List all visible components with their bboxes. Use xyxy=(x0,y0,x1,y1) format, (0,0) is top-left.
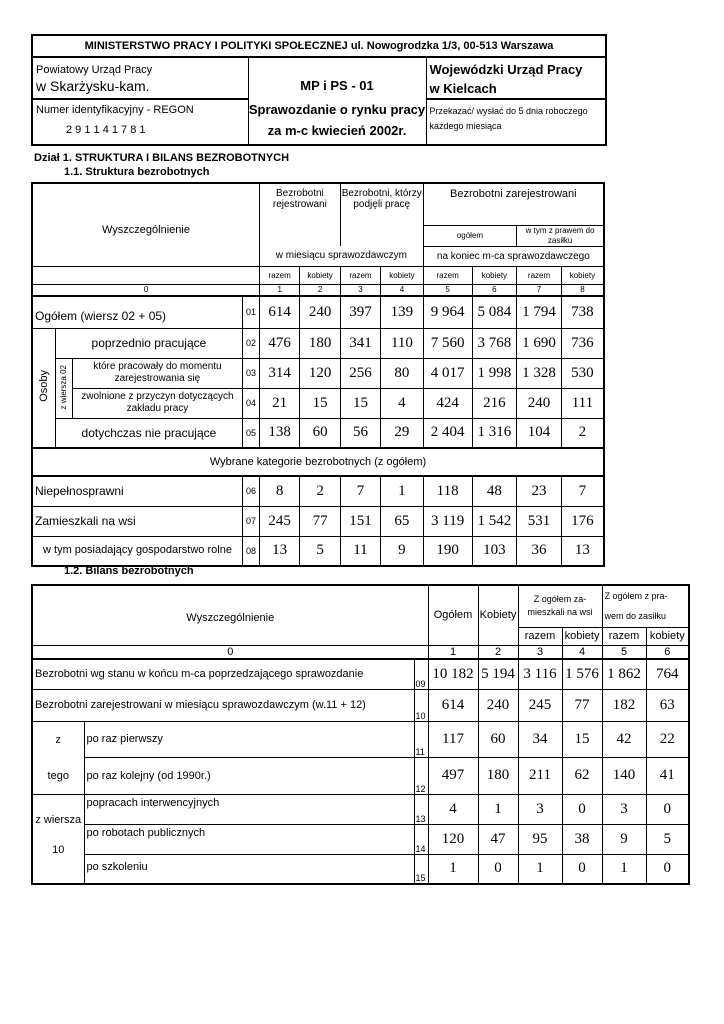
cell: 424 xyxy=(423,388,472,418)
row-label: po raz pierwszy xyxy=(84,721,414,758)
table-row xyxy=(32,794,689,824)
voiv-office-line2: w Kielcach xyxy=(429,81,497,96)
cell: 1 xyxy=(478,794,518,824)
h-kobiety: kobiety xyxy=(562,627,602,645)
tego-label: tego xyxy=(47,769,69,782)
h-kobiety: kobiety xyxy=(561,266,604,284)
cell: 1 xyxy=(428,854,478,884)
table-row xyxy=(32,358,604,388)
cell: 118 xyxy=(423,476,472,506)
cell: 3 116 xyxy=(518,659,562,689)
row-label: zwolnione z przyczyn dotyczących zakładu pracy xyxy=(72,388,242,418)
row-label: poprzednio pracujące xyxy=(55,328,242,358)
cell: 4 xyxy=(381,388,424,418)
form-header xyxy=(31,34,607,146)
cell: 0 xyxy=(478,854,518,884)
cell: 36 xyxy=(517,536,562,566)
cell: 1 xyxy=(381,476,424,506)
h-kobiety: kobiety xyxy=(381,266,424,284)
regon-label: Numer identyfikacyjny - REGON xyxy=(36,104,194,116)
row-number: 14 xyxy=(414,824,428,854)
row-number: 09 xyxy=(414,659,428,689)
colnum: 1 xyxy=(428,645,478,659)
colnum: 5 xyxy=(423,284,472,296)
cell: 29 xyxy=(381,418,424,448)
office-label: Powiatowy Urząd Pracy xyxy=(36,64,153,76)
h-razem: razem xyxy=(602,627,646,645)
h-razem: razem xyxy=(340,266,380,284)
cell: 1 316 xyxy=(472,418,517,448)
row-number: 06 xyxy=(242,476,259,506)
colnum: 4 xyxy=(562,645,602,659)
colnum: 2 xyxy=(478,645,518,659)
colnum: 8 xyxy=(561,284,604,296)
h-kobiety: kobiety xyxy=(472,266,517,284)
table-row xyxy=(32,388,604,418)
h-registered-month: Bezrobotni rejestrowani xyxy=(259,183,340,246)
row-label: dotychczas nie pracujące xyxy=(55,418,242,448)
cell: 341 xyxy=(340,328,380,358)
report-title: Sprawozdanie o rynku pracy xyxy=(248,102,426,117)
cell: 1 690 xyxy=(517,328,562,358)
cell: 211 xyxy=(518,758,562,795)
table-row xyxy=(32,296,604,328)
cell: 1 xyxy=(602,854,646,884)
cell: 614 xyxy=(259,296,299,328)
row-label: po szkoleniu xyxy=(84,854,414,884)
send-note: Przekazać/ wysłać do 5 dnia roboczego każdego miesiąca xyxy=(426,99,606,145)
cell: 4 xyxy=(428,794,478,824)
row-number: 07 xyxy=(242,506,259,536)
cell: 65 xyxy=(381,506,424,536)
table-row xyxy=(32,418,604,448)
h-razem: razem xyxy=(517,266,562,284)
cell: 180 xyxy=(300,328,340,358)
row-label: Bezrobotni zarejestrowani w miesiącu sprawozdawczym (w.11 + 12) xyxy=(32,689,414,721)
cell: 245 xyxy=(259,506,299,536)
row-number: 01 xyxy=(242,296,259,328)
table-row xyxy=(32,328,604,358)
table-row xyxy=(32,824,689,854)
cell: 1 328 xyxy=(517,358,562,388)
cell: 120 xyxy=(428,824,478,854)
h-end-month: na koniec m-ca sprawozdawczego xyxy=(423,246,604,266)
cell: 0 xyxy=(562,794,602,824)
cell: 120 xyxy=(300,358,340,388)
colnum: 3 xyxy=(518,645,562,659)
row-label: popracach interwencyjnych xyxy=(84,794,414,824)
h-took-job: Bezrobotni, którzy podjęli pracę xyxy=(340,183,423,246)
cell: 103 xyxy=(472,536,517,566)
col-spec: Wyszczególnienie xyxy=(32,585,428,645)
h-kobiety: kobiety xyxy=(646,627,689,645)
cell: 7 560 xyxy=(423,328,472,358)
cell: 47 xyxy=(478,824,518,854)
subsection-title-balance: 1.2. Bilans bezrobotnych xyxy=(64,565,194,577)
colnum: 6 xyxy=(646,645,689,659)
cell: 77 xyxy=(562,689,602,721)
cell: 11 xyxy=(340,536,380,566)
osoby-label: Osoby xyxy=(32,328,55,448)
cell: 21 xyxy=(259,388,299,418)
cell: 117 xyxy=(428,721,478,758)
colnum: 1 xyxy=(259,284,299,296)
cell: 531 xyxy=(517,506,562,536)
colnum: 7 xyxy=(517,284,562,296)
cell: 95 xyxy=(518,824,562,854)
table-row xyxy=(32,721,689,758)
colnum: 2 xyxy=(300,284,340,296)
table-row xyxy=(32,506,604,536)
cell: 256 xyxy=(340,358,380,388)
cell: 110 xyxy=(381,328,424,358)
cell: 9 xyxy=(602,824,646,854)
cell: 180 xyxy=(478,758,518,795)
cell: 60 xyxy=(478,721,518,758)
cell: 245 xyxy=(518,689,562,721)
cell: 5 084 xyxy=(472,296,517,328)
h-rural: Z ogółem za- mieszkali na wsi xyxy=(518,585,602,627)
cell: 0 xyxy=(646,854,689,884)
colnum: 3 xyxy=(340,284,380,296)
cell: 1 998 xyxy=(472,358,517,388)
cell: 5 xyxy=(646,824,689,854)
cell: 0 xyxy=(646,794,689,824)
row-number: 02 xyxy=(242,328,259,358)
row-number: 10 xyxy=(414,689,428,721)
cell: 15 xyxy=(562,721,602,758)
balance-table xyxy=(31,584,690,885)
form-code: MP i PS - 01 xyxy=(248,57,426,99)
cell: 497 xyxy=(428,758,478,795)
regon-value: 2 9 1 1 4 1 7 8 1 xyxy=(66,124,146,136)
cell: 764 xyxy=(646,659,689,689)
cell: 60 xyxy=(300,418,340,448)
h-ogolem: Ogółem xyxy=(428,585,478,645)
cell: 240 xyxy=(478,689,518,721)
h-allowance: w tym z prawem do zasiłku xyxy=(517,225,604,246)
colnum: 0 xyxy=(32,645,428,659)
cell: 614 xyxy=(428,689,478,721)
colnum: 0 xyxy=(32,284,259,296)
cell: 10 182 xyxy=(428,659,478,689)
h-razem: razem xyxy=(259,266,299,284)
row-number: 15 xyxy=(414,854,428,884)
table-row xyxy=(32,536,604,566)
table-row xyxy=(32,758,689,795)
cell: 1 576 xyxy=(562,659,602,689)
cell: 3 119 xyxy=(423,506,472,536)
row-number: 05 xyxy=(242,418,259,448)
cell: 5 xyxy=(300,536,340,566)
cell: 104 xyxy=(517,418,562,448)
row-label: po raz kolejny (od 1990r.) xyxy=(84,758,414,795)
row-number: 08 xyxy=(242,536,259,566)
cell: 4 017 xyxy=(423,358,472,388)
row-number: 11 xyxy=(414,721,428,758)
z-wiersza-label: z wiersza xyxy=(35,813,82,826)
cell: 8 xyxy=(259,476,299,506)
cell: 34 xyxy=(518,721,562,758)
z-label: z xyxy=(55,733,61,746)
cell: 240 xyxy=(517,388,562,418)
office-name: w Skarżysku-kam. xyxy=(36,78,150,94)
voiv-office-line1: Wojewódzki Urząd Pracy xyxy=(429,62,583,77)
table-row xyxy=(32,854,689,884)
cell: 56 xyxy=(340,418,380,448)
table-row xyxy=(32,659,689,689)
cell: 476 xyxy=(259,328,299,358)
cell: 5 194 xyxy=(478,659,518,689)
subsection-title-structure: 1.1. Struktura bezrobotnych xyxy=(64,166,210,178)
row-label: Zamieszkali na wsi xyxy=(32,506,242,536)
cell: 77 xyxy=(300,506,340,536)
cell: 140 xyxy=(602,758,646,795)
cell: 0 xyxy=(562,854,602,884)
colnum: 6 xyxy=(472,284,517,296)
cell: 397 xyxy=(340,296,380,328)
cell: 216 xyxy=(472,388,517,418)
cell: 9 964 xyxy=(423,296,472,328)
cell: 62 xyxy=(562,758,602,795)
cell: 2 404 xyxy=(423,418,472,448)
cell: 7 xyxy=(561,476,604,506)
h-in-month: w miesiącu sprawozdawczym xyxy=(259,246,423,266)
cell: 139 xyxy=(381,296,424,328)
table-row xyxy=(32,689,689,721)
cell: 13 xyxy=(561,536,604,566)
h-razem: razem xyxy=(423,266,472,284)
colnum: 5 xyxy=(602,645,646,659)
cell: 530 xyxy=(561,358,604,388)
cell: 1 xyxy=(518,854,562,884)
row-number: 03 xyxy=(242,358,259,388)
categories-title: Wybrane kategorie bezrobotnych (z ogółem) xyxy=(32,448,604,476)
cell: 1 862 xyxy=(602,659,646,689)
cell: 240 xyxy=(300,296,340,328)
row-label: Niepełnosprawni xyxy=(32,476,242,506)
row-number: 04 xyxy=(242,388,259,418)
h-total: ogółem xyxy=(423,225,517,246)
row-number: 12 xyxy=(414,758,428,795)
cell: 23 xyxy=(517,476,562,506)
row-label: Bezrobotni wg stanu w końcu m-ca poprzedzającego sprawozdanie xyxy=(32,659,414,689)
cell: 138 xyxy=(259,418,299,448)
cell: 2 xyxy=(300,476,340,506)
cell: 314 xyxy=(259,358,299,388)
structure-table xyxy=(31,182,605,567)
cell: 2 xyxy=(561,418,604,448)
cell: 151 xyxy=(340,506,380,536)
row-ref-label: 10 xyxy=(52,843,65,856)
h-razem: razem xyxy=(518,627,562,645)
cell: 736 xyxy=(561,328,604,358)
row-number: 13 xyxy=(414,794,428,824)
cell: 176 xyxy=(561,506,604,536)
cell: 22 xyxy=(646,721,689,758)
cell: 1 542 xyxy=(472,506,517,536)
h-allowance: Z ogółem z pra- wem do zasiłku xyxy=(602,585,689,627)
cell: 1 794 xyxy=(517,296,562,328)
cell: 80 xyxy=(381,358,424,388)
cell: 48 xyxy=(472,476,517,506)
row-label: Ogółem (wiersz 02 + 05) xyxy=(32,296,242,328)
cell: 38 xyxy=(562,824,602,854)
cell: 3 xyxy=(602,794,646,824)
ministry-line: MINISTERSTWO PRACY I POLITYKI SPOŁECZNEJ ul. Nowogrodzka 1/3, 00-513 Warszawa xyxy=(32,35,606,57)
section-title: Dział 1. STRUKTURA I BILANS BEZROBOTNYCH xyxy=(34,152,290,164)
cell: 190 xyxy=(423,536,472,566)
h-kobiety: kobiety xyxy=(300,266,340,284)
cell: 42 xyxy=(602,721,646,758)
cell: 182 xyxy=(602,689,646,721)
cell: 738 xyxy=(561,296,604,328)
h-registered-total: Bezrobotni zarejestrowani xyxy=(423,183,604,225)
cell: 13 xyxy=(259,536,299,566)
table-row xyxy=(32,476,604,506)
h-kobiety: Kobiety xyxy=(478,585,518,645)
row-label: które pracowały do momentu zarejestrowania się xyxy=(72,358,242,388)
z-wiersza-label: z wiersza 02 xyxy=(55,358,72,418)
cell: 15 xyxy=(300,388,340,418)
cell: 15 xyxy=(340,388,380,418)
cell: 3 768 xyxy=(472,328,517,358)
cell: 9 xyxy=(381,536,424,566)
cell: 111 xyxy=(561,388,604,418)
colnum: 4 xyxy=(381,284,424,296)
cell: 41 xyxy=(646,758,689,795)
cell: 7 xyxy=(340,476,380,506)
row-label: w tym posiadający gospodarstwo rolne xyxy=(32,536,242,566)
col-spec: Wyszczególnienie xyxy=(32,183,259,266)
report-period: za m-c kwiecień 2002r. xyxy=(267,123,407,138)
cell: 63 xyxy=(646,689,689,721)
row-label: po robotach publicznych xyxy=(84,824,414,854)
cell: 3 xyxy=(518,794,562,824)
